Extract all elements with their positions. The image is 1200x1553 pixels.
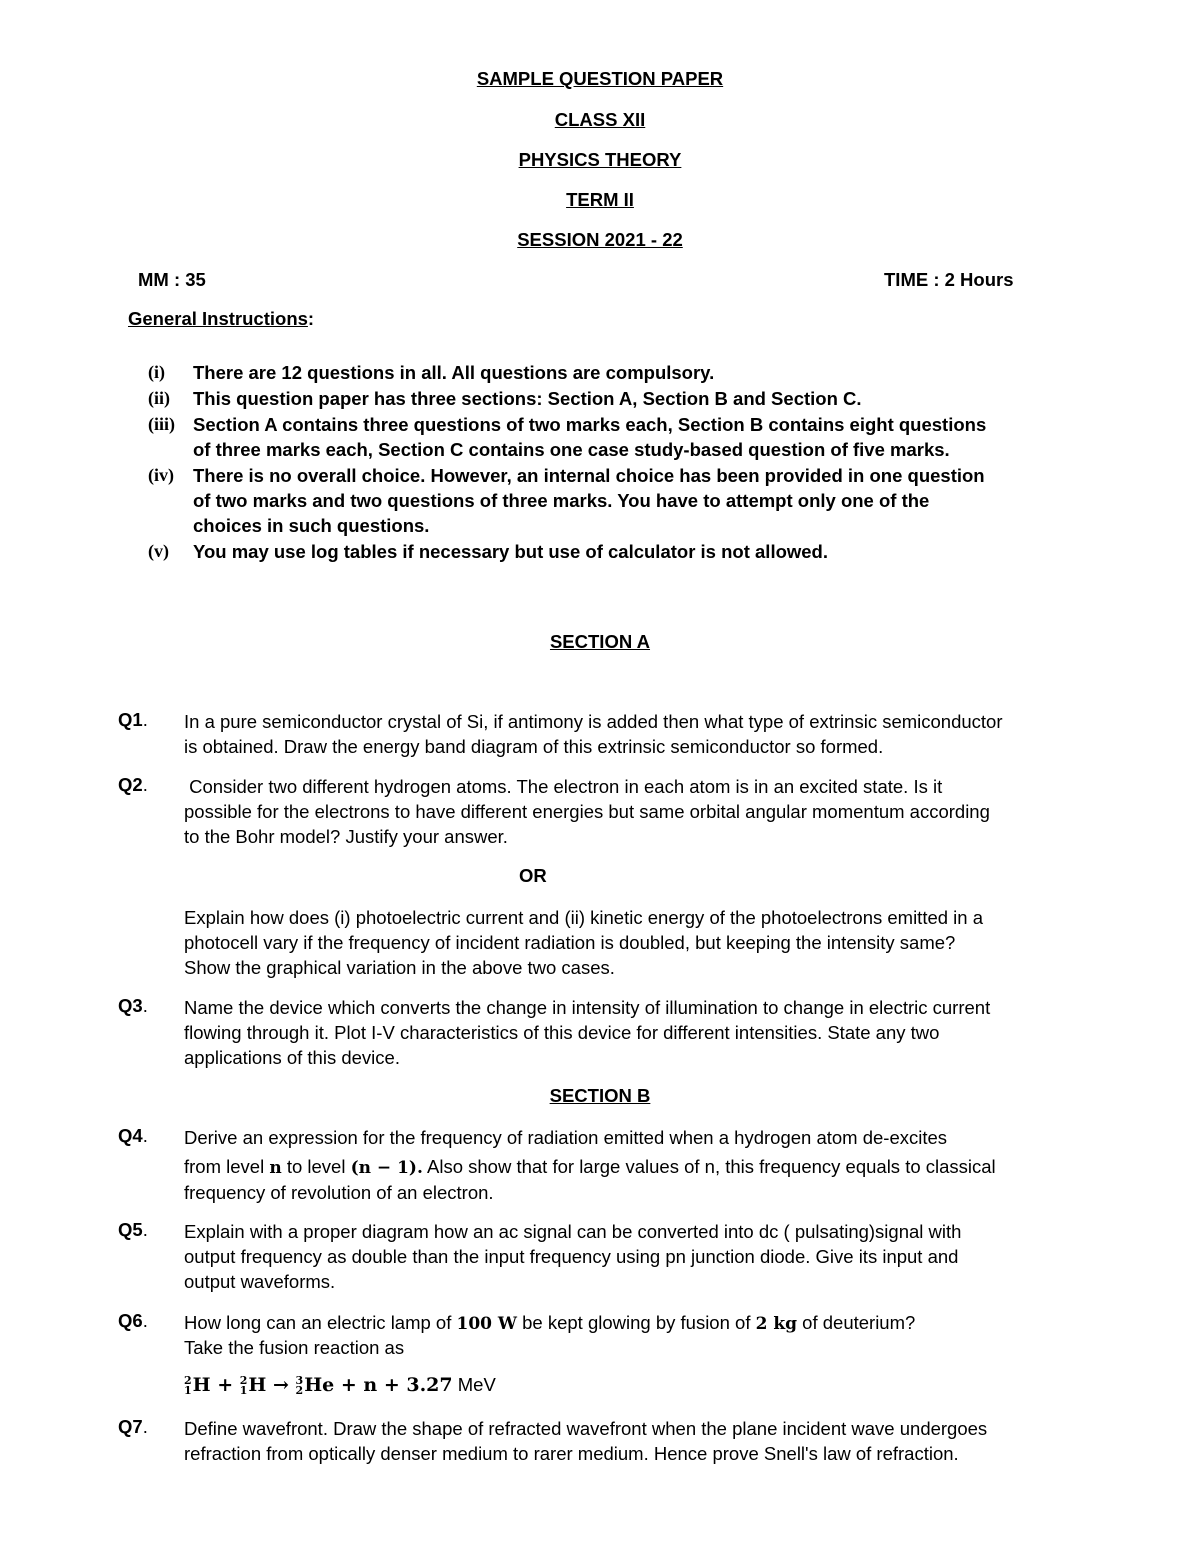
question-number: Q1. <box>118 709 148 730</box>
session-label: SESSION 2021 - 22 <box>517 229 683 250</box>
question-number: Q7. <box>118 1416 148 1437</box>
question-text: How long can an electric lamp of 100 W be kept glowing by fusion of 2 kg of deuterium? <box>184 1312 916 1334</box>
question-text: Derive an expression for the frequency of radiation emitted when a hydrogen atom de-excites <box>184 1127 948 1148</box>
question-text: output frequency as double than the input frequency using pn junction diode. Give its input and <box>184 1246 959 1267</box>
time-allowed: TIME : 2 Hours <box>884 269 1014 290</box>
question-text: flowing through it. Plot I-V characteristics of this device for different intensities. State any two <box>184 1022 940 1043</box>
term-label: TERM II <box>566 189 634 210</box>
question-text: frequency of revolution of an electron. <box>184 1182 494 1203</box>
question-text: possible for the electrons to have different energies but same orbital angular momentum according <box>184 801 990 822</box>
question-number: Q3. <box>118 995 148 1016</box>
section-b-heading: SECTION B <box>549 1085 651 1106</box>
fusion-equation: 2 1H + 2 1H → 3 2He + n + 3.27 MeV <box>184 1374 496 1397</box>
question-text: Define wavefront. Draw the shape of refracted wavefront when the plane incident wave undergoes <box>184 1418 988 1439</box>
class-label: CLASS XII <box>554 109 646 130</box>
question-number: Q6. <box>118 1310 148 1331</box>
question-text: Explain how does (i) photoelectric current and (ii) kinetic energy of the photoelectrons emitted in a <box>184 907 984 928</box>
or-divider: OR <box>519 865 547 886</box>
max-marks: MM : 35 <box>138 269 206 290</box>
question-text: Explain with a proper diagram how an ac signal can be converted into dc ( pulsating)signal with <box>184 1221 962 1242</box>
question-text: refraction from optically denser medium to rarer medium. Hence prove Snell's law of refraction. <box>184 1443 959 1464</box>
section-a-heading: SECTION A <box>549 631 651 652</box>
question-text: Consider two different hydrogen atoms. The electron in each atom is in an excited state. Is it <box>184 776 943 797</box>
question-text: from level n to level (n − 1). Also show that for large values of n, this frequency equals to classical <box>184 1156 996 1178</box>
question-text: is obtained. Draw the energy band diagram of this extrinsic semiconductor so formed. <box>184 736 884 757</box>
question-text: Name the device which converts the change in intensity of illumination to change in electric current <box>184 997 991 1018</box>
question-text: In a pure semiconductor crystal of Si, if antimony is added then what type of extrinsic semiconductor <box>184 711 1003 732</box>
question-text: photocell vary if the frequency of incident radiation is doubled, but keeping the intensity same? <box>184 932 956 953</box>
question-number: Q5. <box>118 1219 148 1240</box>
question-text: output waveforms. <box>184 1271 336 1292</box>
question-text: applications of this device. <box>184 1047 400 1068</box>
paper-title: SAMPLE QUESTION PAPER <box>476 68 724 89</box>
question-text: Show the graphical variation in the above two cases. <box>184 957 615 978</box>
subject-label: PHYSICS THEORY <box>518 149 682 170</box>
question-text: to the Bohr model? Justify your answer. <box>184 826 508 847</box>
instructions-heading: General Instructions: <box>128 308 315 329</box>
question-number: Q4. <box>118 1125 148 1146</box>
question-text: Take the fusion reaction as <box>184 1337 405 1358</box>
question-number: Q2. <box>118 774 148 795</box>
